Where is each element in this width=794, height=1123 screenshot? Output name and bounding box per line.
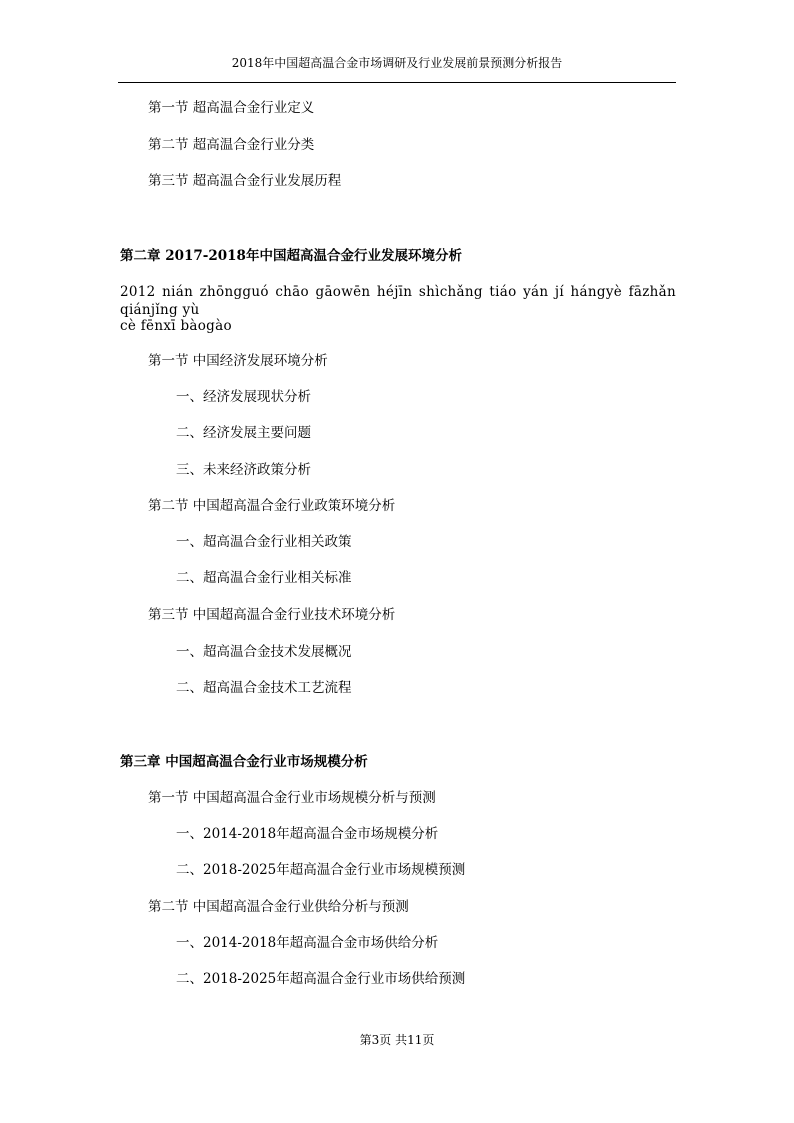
toc-section-2-1[interactable]: 第一节 中国经济发展环境分析 <box>148 353 328 369</box>
toc-section-1-2[interactable]: 第二节 超高温合金行业分类 <box>148 137 315 153</box>
pinyin-title <box>120 283 676 351</box>
toc-section-1-1[interactable]: 第一节 超高温合金行业定义 <box>148 100 315 116</box>
page-header-title: 2018年中国超高温合金市场调研及行业发展前景预测分析报告 <box>231 56 563 70</box>
toc-item-2-3-2[interactable]: 二、超高温合金技术工艺流程 <box>176 680 352 696</box>
toc-item-3-2-2[interactable]: 二、2018-2025年超高温合金行业市场供给预测 <box>176 971 466 987</box>
header-divider <box>118 82 676 83</box>
toc-item-2-1-3[interactable]: 三、未来经济政策分析 <box>176 462 311 478</box>
toc-chapter-2[interactable]: 第二章 2017-2018年中国超高温合金行业发展环境分析 <box>120 248 462 264</box>
pinyin-line-1: 2012 nián zhōngguó chāo gāowēn héjīn shìchǎng tiáo yán jí hángyè fāzhǎn qiánjǐng yù <box>120 284 676 318</box>
pinyin-line-2: cè fēnxī bàogào <box>120 318 232 334</box>
toc-item-2-2-2[interactable]: 二、超高温合金行业相关标准 <box>176 570 352 586</box>
toc-item-3-2-1[interactable]: 一、2014-2018年超高温合金市场供给分析 <box>176 935 439 951</box>
toc-item-2-1-2[interactable]: 二、经济发展主要问题 <box>176 425 311 441</box>
toc-item-2-1-1[interactable]: 一、经济发展现状分析 <box>176 389 311 405</box>
toc-item-3-1-1[interactable]: 一、2014-2018年超高温合金市场规模分析 <box>176 826 439 842</box>
toc-section-2-2[interactable]: 第二节 中国超高温合金行业政策环境分析 <box>148 498 396 514</box>
toc-section-2-3[interactable]: 第三节 中国超高温合金行业技术环境分析 <box>148 607 396 623</box>
toc-section-3-1[interactable]: 第一节 中国超高温合金行业市场规模分析与预测 <box>148 790 436 806</box>
toc-section-1-3[interactable]: 第三节 超高温合金行业发展历程 <box>148 173 342 189</box>
toc-item-2-3-1[interactable]: 一、超高温合金技术发展概况 <box>176 644 352 660</box>
toc-chapter-3[interactable]: 第三章 中国超高温合金行业市场规模分析 <box>120 754 368 770</box>
toc-item-3-1-2[interactable]: 二、2018-2025年超高温合金行业市场规模预测 <box>176 862 466 878</box>
page-number-footer: 第3页 共11页 <box>359 1033 435 1047</box>
toc-item-2-2-1[interactable]: 一、超高温合金行业相关政策 <box>176 534 352 550</box>
toc-section-3-2[interactable]: 第二节 中国超高温合金行业供给分析与预测 <box>148 899 409 915</box>
